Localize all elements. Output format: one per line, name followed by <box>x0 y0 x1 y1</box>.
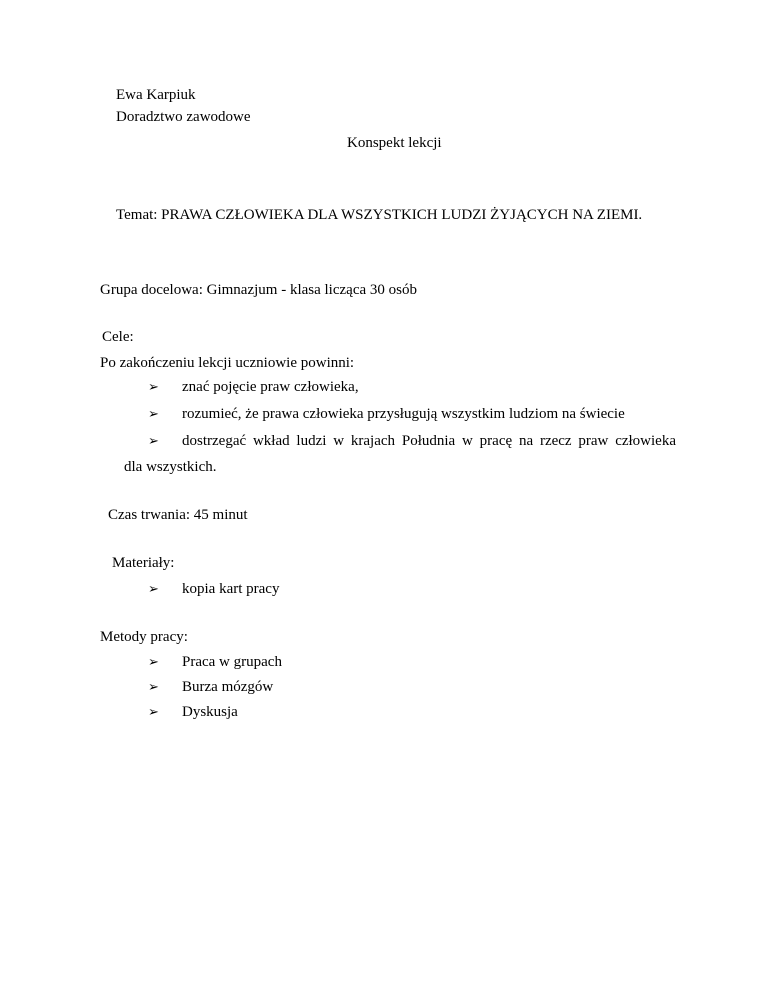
method-item-text: Dyskusja <box>182 704 238 720</box>
method-item-text: Burza mózgów <box>182 679 274 695</box>
goal-item-text: dostrzegać wkład ludzi w krajach Południa w pracę na rzecz praw człowieka <box>182 433 676 449</box>
arrow-bullet-icon: ➢ <box>148 433 159 448</box>
arrow-bullet-icon: ➢ <box>148 654 159 669</box>
materials-heading: Materiały: <box>112 555 175 571</box>
goal-item <box>148 405 625 423</box>
method-item <box>148 703 238 721</box>
methods-heading: Metody pracy: <box>100 629 188 645</box>
goal-item-text: znać pojęcie praw człowieka, <box>182 379 359 395</box>
duration: Czas trwania: 45 minut <box>108 507 248 523</box>
document-type-title: Konspekt lekcji <box>347 135 442 151</box>
department: Doradztwo zawodowe <box>116 109 251 125</box>
goal-item-text: rozumieć, że prawa człowieka przysługują wszystkim ludziom na świecie <box>182 406 625 422</box>
method-item <box>148 653 282 671</box>
goal-item-continuation: dla wszystkich. <box>124 459 217 475</box>
lesson-topic: Temat: PRAWA CZŁOWIEKA DLA WSZYSTKICH LUDZI ŻYJĄCYCH NA ZIEMI. <box>116 207 643 223</box>
arrow-bullet-icon: ➢ <box>148 581 159 596</box>
method-item <box>148 678 273 696</box>
goals-intro: Po zakończeniu lekcji uczniowie powinni: <box>100 355 355 371</box>
material-item <box>148 580 279 598</box>
author-name: Ewa Karpiuk <box>116 87 196 103</box>
arrow-bullet-icon: ➢ <box>148 704 159 719</box>
material-item-text: kopia kart pracy <box>182 581 280 597</box>
method-item-text: Praca w grupach <box>182 654 282 670</box>
arrow-bullet-icon: ➢ <box>148 379 159 394</box>
arrow-bullet-icon: ➢ <box>148 679 159 694</box>
target-group: Grupa docelowa: Gimnazjum - klasa licząca 30 osób <box>100 282 417 298</box>
arrow-bullet-icon: ➢ <box>148 406 159 421</box>
goal-item <box>148 378 359 396</box>
goals-heading: Cele: <box>102 329 134 345</box>
goal-item <box>148 432 676 450</box>
